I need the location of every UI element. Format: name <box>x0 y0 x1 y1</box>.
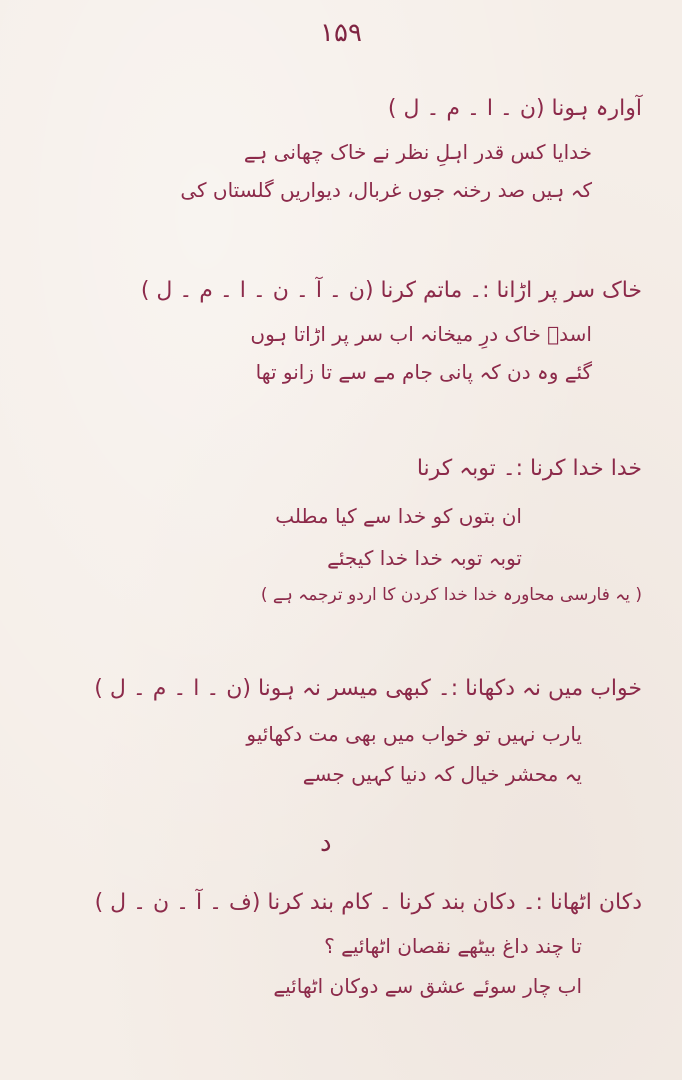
entry-note: ( یہ فارسی محاورہ خدا خدا کردن کا اردو ترجمہ ہے ) <box>260 585 642 606</box>
verse-line: تا چند داغ بیٹھے نقصان اٹھائیے ؟ <box>324 934 582 959</box>
entry-dukan-uthana <box>30 890 642 998</box>
verse-line: توبہ توبہ خدا خدا کیجئے <box>327 546 522 571</box>
verse-line: گئے وہ دن کہ پانی جام مے سے تا زانو تھا <box>255 360 592 385</box>
entry-headword: خدا خدا کرنا :۔ توبہ کرنا <box>416 456 642 481</box>
page-number: ۱۵۹ <box>320 18 362 48</box>
verse-line: خدایا کس قدر اہلِ نظر نے خاک چھانی ہے <box>243 140 592 165</box>
entry-headword: آوارہ ہونا (ن ۔ ا ۔ م ۔ ل ) <box>387 96 642 121</box>
entry-headword: خاک سر پر اڑانا :۔ ماتم کرنا (ن ۔ آ ۔ ن ۔ ا ۔ م ۔ ل ) <box>140 278 642 303</box>
entry-khak-sar-par-urana <box>30 278 642 384</box>
entry-awara-hona <box>30 96 642 202</box>
entry-headword: خواب میں نہ دکھانا :۔ کبھی میسر نہ ہونا (ن ۔ ا ۔ م ۔ ل ) <box>94 676 642 701</box>
verse-line: اب چار سوئے عشق سے دوکان اٹھائیے <box>273 974 582 999</box>
verse-line: یارب نہیں تو خواب میں بھی مت دکھائیو <box>246 722 582 747</box>
entry-khuda-khuda-karna <box>30 456 642 605</box>
verse-line: اسدؔ خاک درِ میخانہ اب سر پر اڑاتا ہوں <box>250 322 592 347</box>
verse-line: یہ محشر خیال کہ دنیا کہیں جسے <box>302 762 582 787</box>
section-letter: د <box>320 828 332 858</box>
entry-headword: دکان اٹھانا :۔ دکان بند کرنا ۔ کام بند کرنا (ف ۔ آ ۔ ن ۔ ل ) <box>94 890 642 915</box>
entry-khwab-mein-na-dikhana <box>30 676 642 786</box>
verse-line: کہ ہیں صد رخنہ جوں غربال، دیواریں گلستاں کی <box>180 178 592 203</box>
verse-line: ان بتوں کو خدا سے کیا مطلب <box>275 504 522 529</box>
